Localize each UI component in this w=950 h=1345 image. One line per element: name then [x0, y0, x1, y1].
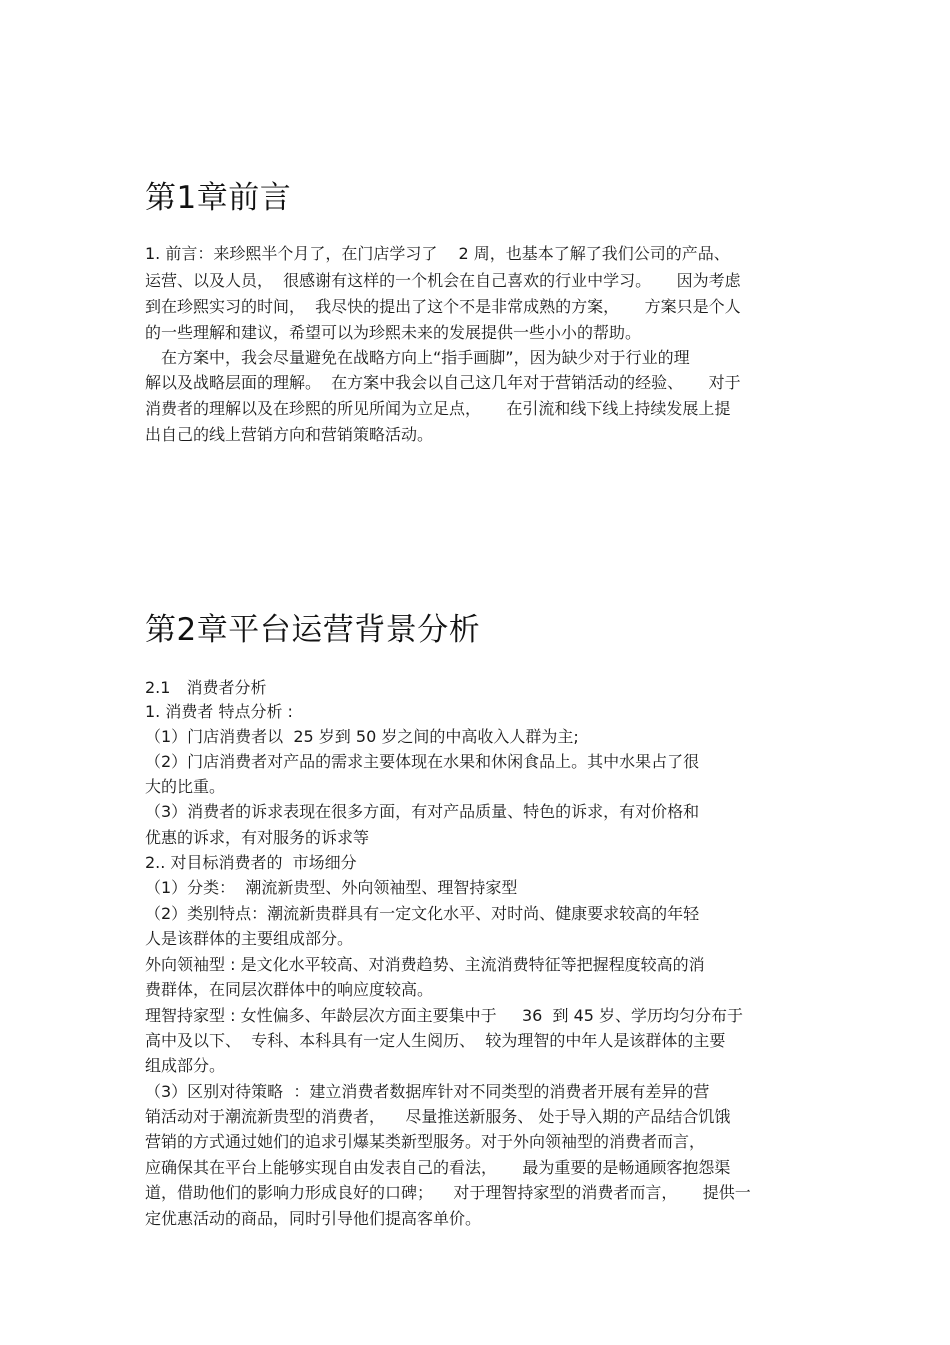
chapter-1-title: 第1章前言 [145, 180, 292, 216]
chapter-2-title: 第2章平台运营背景分析 [145, 612, 481, 648]
chapter-2-line: （2）类别特点：潮流新贵群具有一定文化水平、对时尚、健康要求较高的年轻 [145, 904, 700, 923]
chapter-2-line: 优惠的诉求，有对服务的诉求等 [145, 828, 370, 847]
chapter-1-line: 出自己的线上营销方向和营销策略活动。 [145, 425, 434, 444]
chapter-1-line: 1. 前言：来珍熙半个月了，在门店学习了 2 周，也基本了解了我们公司的产品、 [145, 244, 730, 263]
chapter-2-line: 大的比重。 [145, 777, 226, 796]
chapter-1-line: 在方案中，我会尽量避免在战略方向上“指手画脚”，因为缺少对于行业的理 [145, 348, 690, 367]
chapter-2-line: 销活动对于潮流新贵型的消费者， 尽量推送新服务、 处于导入期的产品结合饥饿 [145, 1107, 731, 1126]
chapter-1-line: 到在珍熙实习的时间， 我尽快的提出了这个不是非常成熟的方案， 方案只是个人 [145, 297, 741, 316]
chapter-2-line: 应确保其在平台上能够实现自由发表自己的看法， 最为重要的是畅通顾客抱怨渠 [145, 1158, 731, 1177]
chapter-2-line: 定优惠活动的商品，同时引导他们提高客单价。 [145, 1209, 482, 1228]
chapter-2-line: 费群体，在同层次群体中的响应度较高。 [145, 980, 434, 999]
chapter-1-line: 的一些理解和建议，希望可以为珍熙未来的发展提供一些小小的帮助。 [145, 323, 642, 342]
chapter-2-line: （3）消费者的诉求表现在很多方面，有对产品质量、特色的诉求，有对价格和 [145, 802, 700, 821]
chapter-2-line: 高中及以下、 专科、本科具有一定人生阅历、 较为理智的中年人是该群体的主要 [145, 1031, 726, 1050]
chapter-2-line: 2.1 消费者分析 [145, 678, 267, 697]
chapter-2-line: （3）区别对待策略 ：建立消费者数据库针对不同类型的消费者开展有差异的营 [145, 1082, 710, 1101]
chapter-2-line: （2）门店消费者对产品的需求主要体现在水果和休闲食品上。其中水果占了很 [145, 752, 700, 771]
chapter-2-line: （1）分类： 潮流新贵型、外向领袖型、理智持家型 [145, 878, 518, 897]
chapter-2-line: 理智持家型 : 女性偏多、年龄层次方面主要集中于 36 到 45 岁、学历均匀分布于 [145, 1006, 744, 1025]
chapter-2-line: 道，借助他们的影响力形成良好的口碑； 对于理智持家型的消费者而言， 提供一 [145, 1183, 751, 1202]
chapter-1-line: 消费者的理解以及在珍熙的所见所闻为立足点， 在引流和线下线上持续发展上提 [145, 399, 731, 418]
chapter-2-line: 2.. 对目标消费者的 市场细分 [145, 853, 357, 872]
chapter-2-line: 外向领袖型 : 是文化水平较高、对消费趋势、主流消费特征等把握程度较高的消 [145, 955, 705, 974]
chapter-2-line: 人是该群体的主要组成部分。 [145, 929, 354, 948]
chapter-2-line: （1）门店消费者以 25 岁到 50 岁之间的中高收入人群为主; [145, 727, 579, 746]
chapter-2-line: 营销的方式通过她们的追求引爆某类新型服务。对于外向领袖型的消费者而言， [145, 1132, 706, 1151]
chapter-1-line: 解以及战略层面的理解。 在方案中我会以自己这几年对于营销活动的经验、 对于 [145, 373, 741, 392]
chapter-1-line: 运营、以及人员， 很感谢有这样的一个机会在自己喜欢的行业中学习。 因为考虑 [145, 271, 741, 290]
chapter-2-line: 组成部分。 [145, 1056, 226, 1075]
chapter-2-line: 1. 消费者 特点分析 : [145, 702, 293, 721]
